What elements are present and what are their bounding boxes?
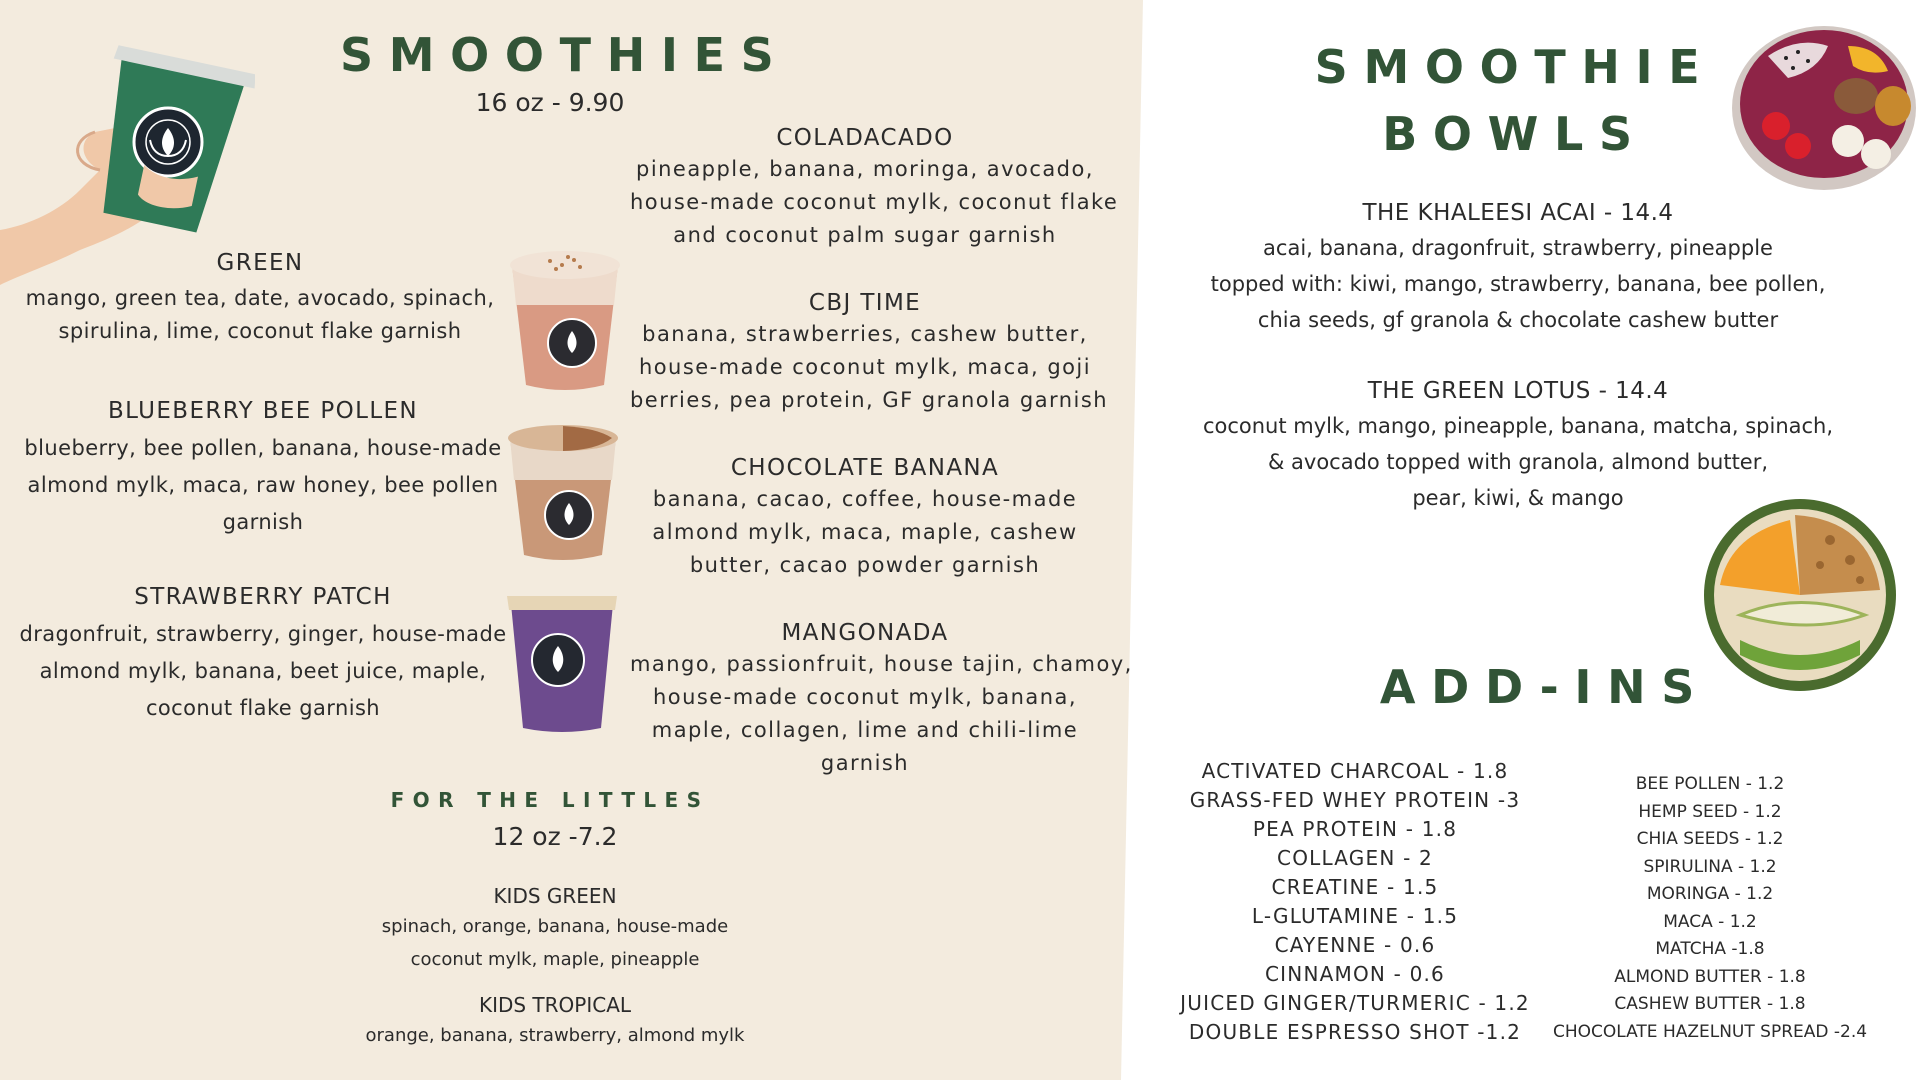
addin-item: BEE POLLEN - 1.2 bbox=[1635, 774, 1785, 794]
item-name: KIDS GREEN bbox=[493, 884, 617, 908]
item-name: THE GREEN LOTUS - 14.4 bbox=[1367, 378, 1669, 404]
description-line: banana, cacao, coffee, house-made bbox=[652, 487, 1078, 511]
description-line: house-made coconut mylk, banana, bbox=[653, 685, 1077, 709]
addin-item: MACA - 1.2 bbox=[1663, 911, 1757, 932]
addin-item: COLLAGEN - 2 bbox=[1277, 846, 1433, 870]
description-line: almond mylk, maca, maple, cashew bbox=[652, 520, 1078, 544]
addin-item: MATCHA -1.8 bbox=[1655, 939, 1765, 959]
addin-item: ACTIVATED CHARCOAL - 1.8 bbox=[1201, 759, 1509, 783]
smoothie-item-coladacado bbox=[630, 125, 1119, 252]
item-name: STRAWBERRY PATCH bbox=[134, 584, 392, 610]
acai-bowl-photo bbox=[1728, 16, 1920, 196]
addin-item: CINNAMON - 0.6 bbox=[1265, 962, 1445, 986]
smoothie-item-strawberry-patch bbox=[0, 584, 526, 727]
item-description bbox=[630, 153, 1119, 252]
addin-item: PEA PROTEIN - 1.8 bbox=[1252, 817, 1458, 841]
item-description bbox=[1180, 230, 1856, 338]
description-line: & avocado topped with granola, almond butter, bbox=[1267, 450, 1769, 474]
littles-size-price: 12 oz -7.2 bbox=[492, 822, 618, 851]
description-line: acai, banana, dragonfruit, strawberry, pineapple bbox=[1263, 236, 1773, 260]
addin-item: CASHEW BUTTER - 1.8 bbox=[1614, 994, 1806, 1014]
addin-item: JUICED GINGER/TURMERIC - 1.2 bbox=[1180, 991, 1530, 1015]
description-line: coconut mylk, maple, pineapple bbox=[410, 949, 700, 970]
item-description bbox=[0, 430, 526, 541]
addin-item: GRASS-FED WHEY PROTEIN -3 bbox=[1189, 788, 1521, 812]
smoothie-item-mangonada bbox=[630, 620, 1133, 780]
description-line: blueberry, bee pollen, banana, house-made bbox=[24, 436, 502, 460]
description-line: spinach, orange, banana, house-made bbox=[381, 916, 729, 937]
addin-item: CAYENNE - 0.6 bbox=[1274, 933, 1436, 957]
addin-item: CHIA SEEDS - 1.2 bbox=[1636, 829, 1784, 849]
addins-column-2 bbox=[1530, 771, 1890, 1046]
item-description bbox=[0, 282, 520, 348]
addin-item: ALMOND BUTTER - 1.8 bbox=[1614, 966, 1806, 987]
description-line: almond mylk, banana, beet juice, maple, bbox=[39, 659, 487, 683]
hand-cup-photo bbox=[0, 20, 255, 285]
addin-item: SPIRULINA - 1.2 bbox=[1643, 856, 1777, 877]
item-name: THE KHALEESI ACAI - 14.4 bbox=[1362, 200, 1674, 226]
addins-title: ADD-INS bbox=[1379, 660, 1711, 714]
description-line: and coconut palm sugar garnish bbox=[673, 223, 1057, 247]
item-name: CHOCOLATE BANANA bbox=[730, 455, 1000, 481]
description-line: maple, collagen, lime and chili-lime bbox=[651, 718, 1079, 742]
addin-item: L-GLUTAMINE - 1.5 bbox=[1251, 904, 1459, 928]
item-name: MANGONADA bbox=[781, 620, 949, 646]
item-name: KIDS TROPICAL bbox=[478, 993, 632, 1017]
description-line: chia seeds, gf granola & chocolate cashew butter bbox=[1257, 308, 1779, 332]
description-line: coconut flake garnish bbox=[145, 696, 381, 720]
purple-cup-photo bbox=[503, 590, 621, 735]
item-description bbox=[630, 318, 1109, 417]
description-line: dragonfruit, strawberry, ginger, house-made bbox=[19, 622, 507, 646]
smoothie-item-green bbox=[0, 250, 520, 348]
smoothie-item-chocolate-banana bbox=[630, 455, 1100, 582]
littles-item-kids-tropical bbox=[330, 993, 780, 1052]
addin-item: HEMP SEED - 1.2 bbox=[1638, 801, 1782, 822]
item-description: orange, banana, strawberry, almond mylk bbox=[365, 1025, 745, 1046]
description-line: banana, strawberries, cashew butter, bbox=[642, 322, 1088, 346]
item-name: BLUEBERRY BEE POLLEN bbox=[107, 398, 419, 424]
smoothie-item-blueberry-bee-pollen bbox=[0, 398, 526, 541]
bowls-title-line2: BOWLS bbox=[1382, 107, 1648, 161]
smoothies-size-price: 16 oz - 9.90 bbox=[475, 88, 625, 117]
bowl-item-khaleesi-acai bbox=[1180, 200, 1856, 338]
smoothie-item-cbj-time bbox=[630, 290, 1109, 417]
description-line: garnish bbox=[222, 510, 304, 534]
item-description bbox=[0, 616, 526, 727]
littles-title: FOR THE LITTLES bbox=[390, 788, 710, 812]
description-line: pineapple, banana, moringa, avocado, bbox=[636, 157, 1094, 181]
item-description bbox=[630, 648, 1133, 780]
addins-column-1 bbox=[1160, 757, 1550, 1047]
item-name: GREEN bbox=[216, 250, 304, 276]
item-description bbox=[330, 910, 780, 976]
description-line: topped with: kiwi, mango, strawberry, banana, bee pollen, bbox=[1210, 272, 1826, 296]
description-line: coconut mylk, mango, pineapple, banana, matcha, spinach, bbox=[1202, 414, 1834, 438]
description-line: mango, green tea, date, avocado, spinach, bbox=[25, 286, 495, 310]
bowls-title-line1: SMOOTHIE bbox=[1314, 40, 1716, 94]
addin-item: CHOCOLATE HAZELNUT SPREAD -2.4 bbox=[1552, 1021, 1868, 1042]
addin-item: CREATINE - 1.5 bbox=[1271, 875, 1439, 899]
chocolate-cup-photo bbox=[502, 410, 624, 565]
item-name: CBJ TIME bbox=[808, 290, 922, 316]
latte-cup-photo bbox=[500, 235, 630, 395]
smoothies-title: SMOOTHIES bbox=[340, 28, 790, 82]
description-line: house-made coconut mylk, coconut flake bbox=[630, 190, 1119, 214]
description-line: mango, passionfruit, house tajin, chamoy, bbox=[630, 652, 1133, 676]
description-line: house-made coconut mylk, maca, goji bbox=[638, 355, 1092, 379]
description-line: pear, kiwi, & mango bbox=[1412, 486, 1624, 510]
item-name: COLADACADO bbox=[776, 125, 954, 151]
description-line: garnish bbox=[820, 751, 910, 775]
description-line: berries, pea protein, GF granola garnish bbox=[630, 388, 1109, 412]
description-line: butter, cacao powder garnish bbox=[689, 553, 1041, 577]
description-line: spirulina, lime, coconut flake garnish bbox=[58, 319, 462, 343]
addin-item: DOUBLE ESPRESSO SHOT -1.2 bbox=[1188, 1020, 1522, 1044]
item-description bbox=[630, 483, 1100, 582]
littles-item-kids-green bbox=[330, 884, 780, 976]
addin-item: MORINGA - 1.2 bbox=[1646, 884, 1774, 904]
description-line: almond mylk, maca, raw honey, bee pollen bbox=[27, 473, 499, 497]
